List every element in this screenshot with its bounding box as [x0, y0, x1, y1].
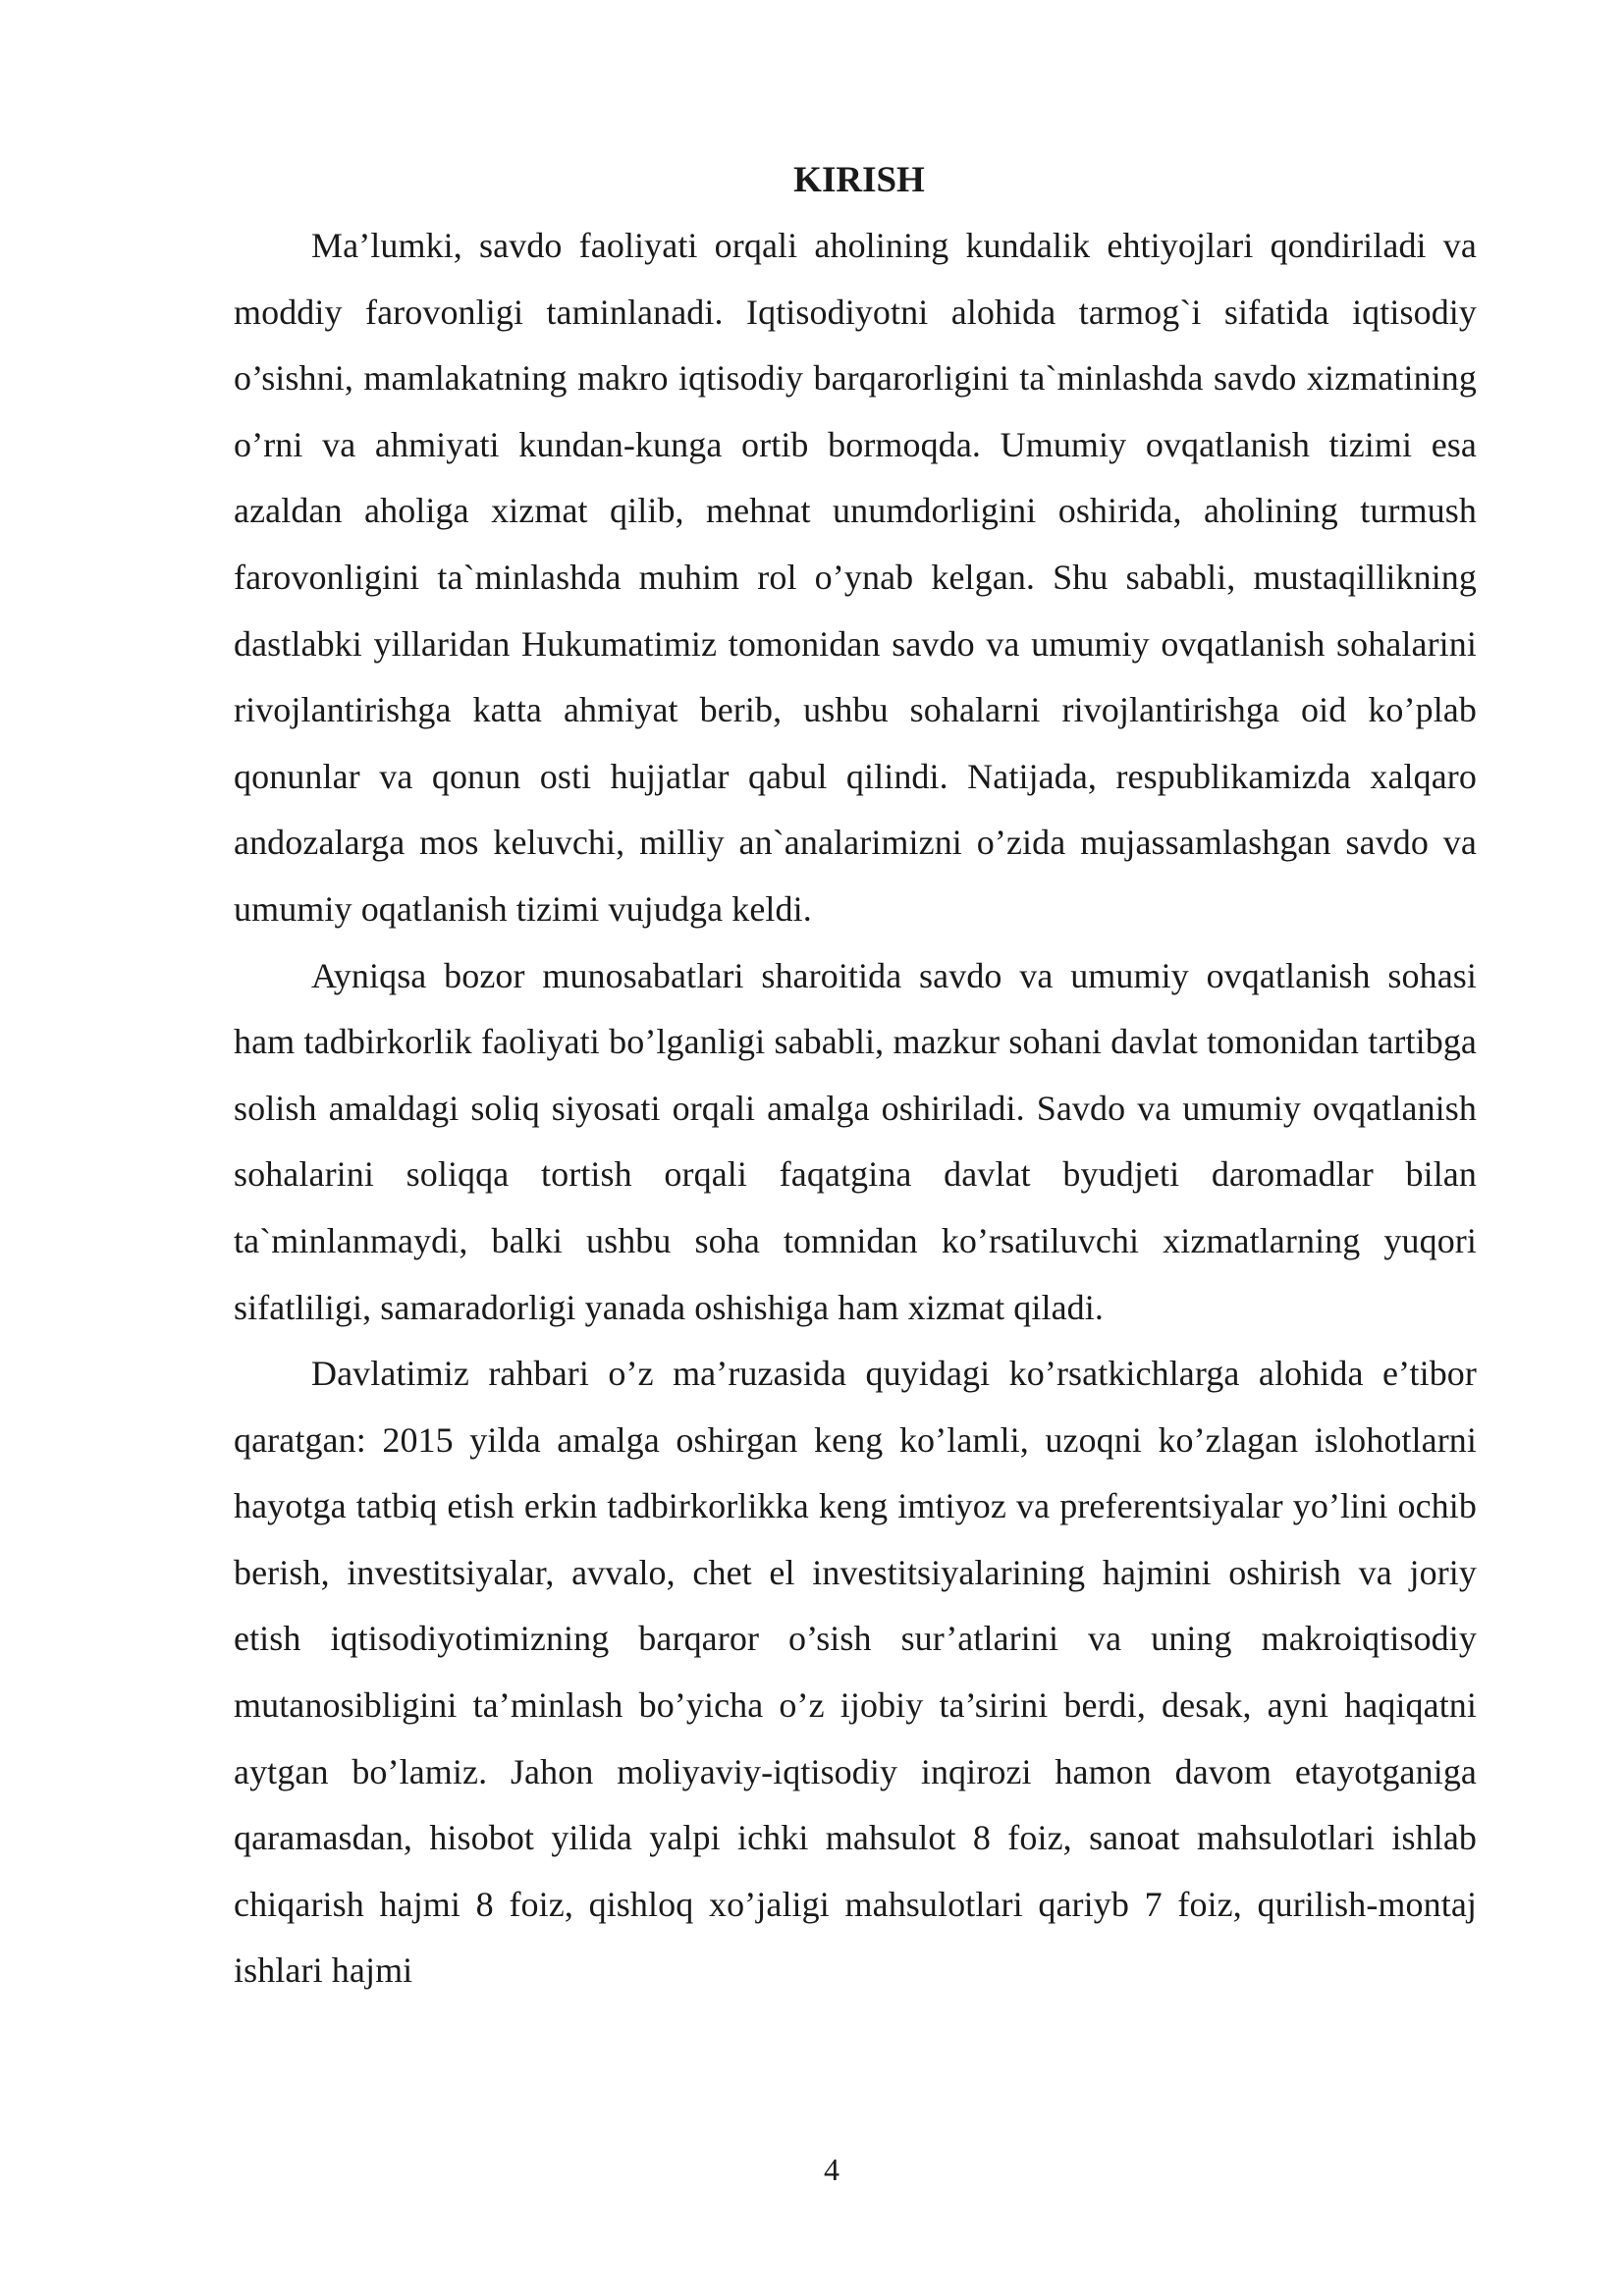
page-number: 4 [824, 2152, 839, 2187]
page-content [234, 147, 1477, 2004]
paragraph-market-relations: Ayniqsa bozor munosabatlari sharoitida savdo va umumiy ovqatlanish sohasi ham tadbirkorlik faoliyati bo’lganligi sababli, mazkur sohani davlat tomonidan tartibga solish amaldagi soliq siyosati orqali amalga oshiriladi. Savdo va umumiy ovqatlanish sohalarini soliqqa tortish orqali faqatgina davlat byudjeti daromadlar bilan ta`minlanmaydi, balki ushbu soha tomnidan ko’rsatiluvchi xizmatlarning yuqori sifatliligi, samaradorligi yanada oshishiga ham xizmat qiladi. [234, 955, 1477, 1327]
paragraph-president-report: Davlatimiz rahbari o’z ma’ruzasida quyidagi ko’rsatkichlarga alohida e’tibor qaratgan: 2015 yilda amalga oshirgan keng ko’lamli, uzoqni ko’zlagan islohotlarni hayotga tatbiq etish erkin tadbirkorlikka keng imtiyoz va preferentsiyalar yo’lini ochib berish, investitsiyalar, avvalo, chet el investitsiyalarining hajmini oshirish va joriy etish iqtisodiyotimizning barqaror o’sish sur’atlarini va uning makroiqtisodiy mutanosibligini ta’minlash bo’yicha o’z ijobiy ta’sirini berdi, desak, ayni haqiqatni aytgan bo’lamiz. Jahon moliyaviy-iqtisodiy inqirozi hamon davom etayotganiga qaramasdan, hisobot yilida yalpi ichki mahsulot 8 foiz, sanoat mahsulotlari ishlab chiqarish hajmi 8 foiz, qishloq xo’jaligi mahsulotlari qariyb 7 foiz, qurilish-montaj ishlari hajmi [234, 1354, 1477, 1991]
paragraph-intro: Ma’lumki, savdo faoliyati orqali aholining kundalik ehtiyojlari qondiriladi va moddiy farovonligi taminlanadi. Iqtisodiyotni alohida tarmog`i sifatida iqtisodiy o’sishni, mamlakatning makro iqtisodiy barqarorligini ta`minlashda savdo xizmatining o’rni va ahmiyati kundan-kunga ortib bormoqda. Umumiy ovqatlanish tizimi esa azaldan aholiga xizmat qilib, mehnat unumdorligini oshirida, aholining turmush farovonligini ta`minlashda muhim rol o’ynab kelgan. Shu sababli, mustaqillikning dastlabki yillaridan Hukumatimiz tomonidan savdo va umumiy ovqatlanish sohalarini rivojlantirishga katta ahmiyat berib, ushbu sohalarni rivojlantirishga oid ko’plab qonunlar va qonun osti hujjatlar qabul qilindi. Natijada, respublikamizda xalqaro andozalarga mos keluvchi, milliy an`analarimizni o’zida mujassamlashgan savdo va umumiy oqatlanish tizimi vujudga keldi. [234, 226, 1477, 929]
page-title: KIRISH [793, 160, 925, 200]
